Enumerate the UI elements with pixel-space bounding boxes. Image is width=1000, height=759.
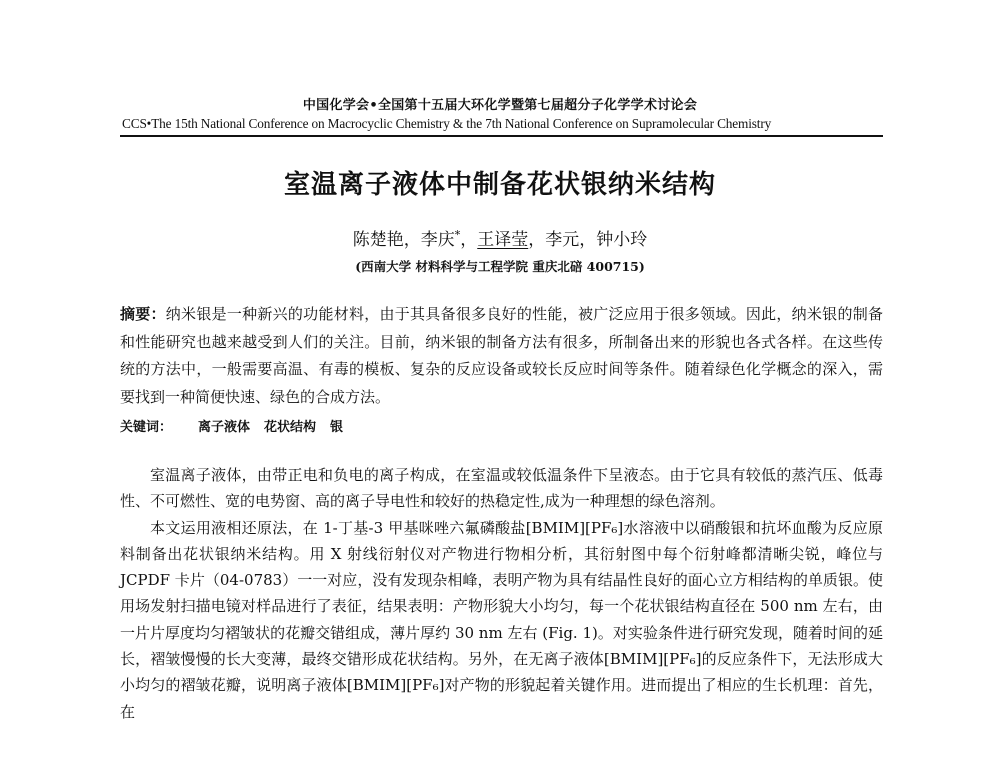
affiliation: (西南大学 材料科学与工程学院 重庆北碚 400715) bbox=[355, 259, 645, 274]
author-separator: ， bbox=[528, 230, 546, 250]
conference-header-chinese: 中国化学会•全国第十五届大环化学暨第七届超分子化学学术讨论会 bbox=[302, 98, 698, 113]
keyword-item: 银 bbox=[330, 420, 344, 435]
keyword-item: 离子液体 bbox=[198, 420, 251, 435]
body-paragraph-1: 室温离子液体，由带正电和负电的离子构成，在室温或较低温条件下呈液态。由于它具有较低的蒸汽压、低毒性、不可燃性、宽的电势窗、高的离子导电性和较好的热稳定性,成为一种理想的绿色溶剂。 bbox=[120, 466, 883, 511]
abstract-label: 摘要： bbox=[120, 305, 166, 323]
header-divider bbox=[120, 135, 883, 137]
keywords bbox=[120, 416, 883, 435]
keywords-label: 关键词： bbox=[120, 420, 173, 435]
author-list bbox=[0, 225, 1000, 250]
author-separator: ， bbox=[579, 230, 597, 250]
abstract bbox=[120, 301, 883, 411]
conference-header-english: CCS•The 15th National Conference on Macrocyclic Chemistry & the 7th National Conference on Supramolecular Chemistry bbox=[122, 116, 772, 131]
author-1: 陈楚艳 bbox=[352, 230, 404, 250]
abstract-text: 纳米银是一种新兴的功能材料，由于其具备很多良好的性能，被广泛应用于很多领域。因此，纳米银的制备和性能研究也越来越受到人们的关注。目前，纳米银的制备方法有很多，所制备出来的形貌也各式各样。在这些传统的方法中，一般需要高温、有毒的模板、复杂的反应设备或较长反应时间等条件。随着绿色化学概念的深入，需要找到一种简便快速、绿色的合成方法。 bbox=[120, 305, 883, 406]
author-3-presenter: 王译莹 bbox=[477, 230, 529, 250]
author-separator: ， bbox=[403, 230, 421, 250]
corresponding-author-mark: * bbox=[454, 228, 461, 242]
author-2: 李庆 bbox=[420, 230, 455, 250]
body-paragraph-2: 本文运用液相还原法，在 1-丁基-3 甲基咪唑六氟磷酸盐[BMIM][PF₆]水溶液中以硝酸银和抗坏血酸为反应原料制备出花状银纳米结构。用 X 射线衍射仪对产物进行物相分析，其衍射图中每个衍射峰都清晰尖锐，峰位与 JCPDF 卡片（04-0783）一一对应，没有发现杂相峰，表明产物为具有结晶性良好的面心立方相结构的单质银。使用场发射扫描电镜对样品进行了表征，结果表明：产物形貌大小均匀，每一个花状银结构直径在 500 nm 左右，由一片片厚度均匀褶皱状的花瓣交错组成，薄片厚约 30 nm 左右 (Fig. 1)。对实验条件进行研究发现，随着时间的延长，褶皱慢慢的长大变薄，最终交错形成花状结构。另外，在无离子液体[BMIM][PF₆]的反应条件下，无法形成大小均匀的褶皱花瓣，说明离子液体[BMIM][PF₆]对产物的形貌起着关键作用。进而提出了相应的生长机理：首先，在 bbox=[120, 518, 883, 721]
paper-title: 室温离子液体中制备花状银纳米结构 bbox=[283, 170, 716, 200]
body-text bbox=[120, 462, 883, 725]
author-5: 钟小玲 bbox=[596, 230, 648, 250]
keyword-item: 花状结构 bbox=[264, 420, 317, 435]
author-4: 李元 bbox=[545, 230, 580, 250]
author-separator: ， bbox=[460, 230, 478, 250]
